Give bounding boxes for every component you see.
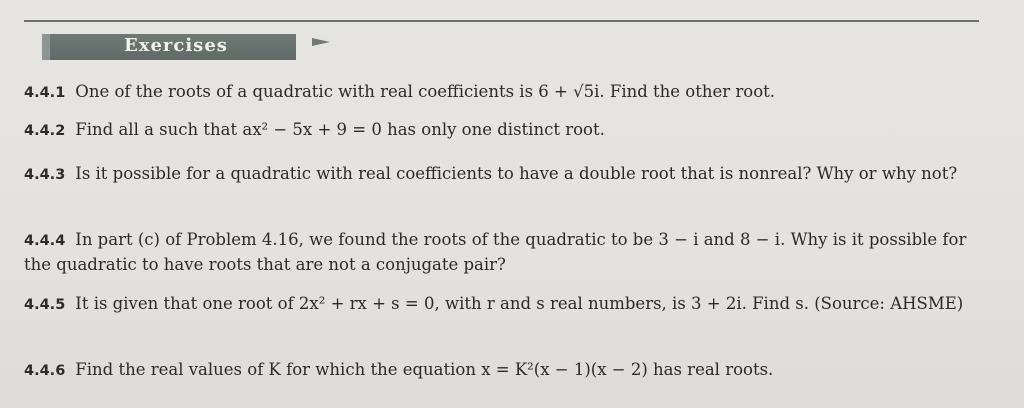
header-arrow-icon [312, 38, 330, 46]
exercise-text: In part (c) of Problem 4.16, we found the roots of the quadratic to be 3 − i and 8 − i. Why is it possible for the quadratic to have roots that are not a conjugate pair? [24, 230, 967, 274]
exercise-text: One of the roots of a quadratic with real coefficients is 6 + √5i. Find the other root. [75, 82, 776, 101]
exercise-number: 4.4.4 [24, 233, 66, 249]
exercise-number: 4.4.1 [24, 85, 66, 101]
exercise-item [24, 292, 984, 317]
exercise-number: 4.4.6 [24, 363, 66, 379]
exercise-number: 4.4.2 [24, 123, 66, 139]
exercise-item [24, 228, 984, 277]
exercise-text: Find the real values of K for which the equation x = K²(x − 1)(x − 2) has real roots. [75, 360, 774, 379]
exercise-item [24, 162, 984, 187]
exercise-number: 4.4.5 [24, 297, 66, 313]
exercise-item [24, 118, 984, 143]
exercises-header-title: Exercises [124, 35, 228, 56]
exercise-number: 4.4.3 [24, 167, 66, 183]
top-rule [24, 20, 979, 22]
exercise-text: It is given that one root of 2x² + rx + s = 0, with r and s real numbers, is 3 + 2i. Find s. (Source: AHSME) [75, 294, 964, 313]
exercise-item [24, 358, 984, 383]
exercise-text: Is it possible for a quadratic with real coefficients to have a double root that is nonreal? Why or why not? [75, 164, 958, 183]
exercises-header-banner [42, 34, 296, 60]
exercise-item [24, 80, 984, 105]
exercise-text: Find all a such that ax² − 5x + 9 = 0 has only one distinct root. [75, 120, 605, 139]
